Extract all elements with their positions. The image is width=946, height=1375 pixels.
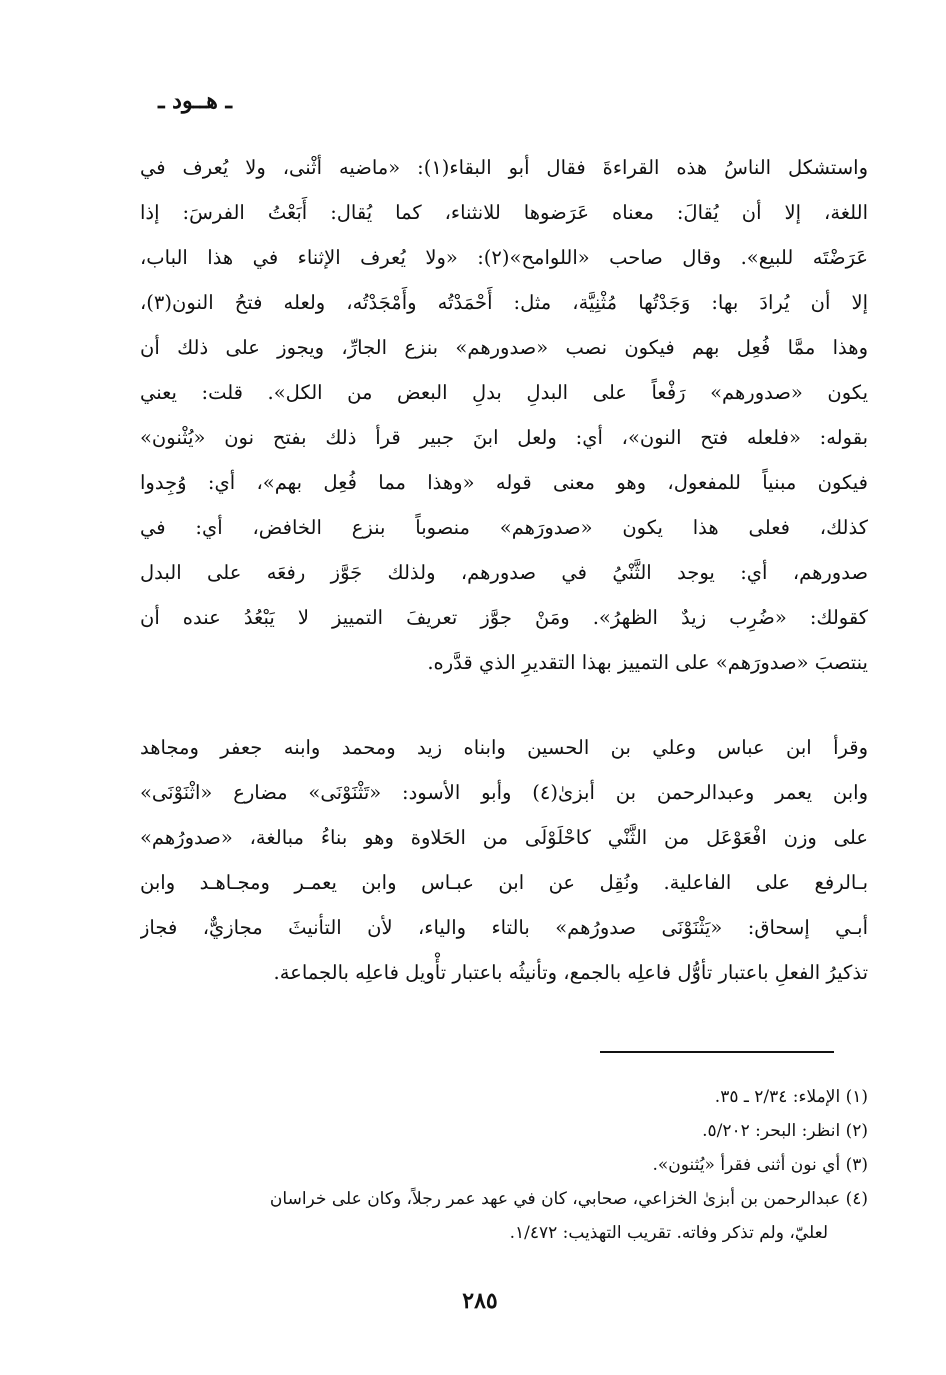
page-header: ـ هــود ـ xyxy=(158,88,232,114)
footnotes xyxy=(140,1080,868,1250)
text-line: واستشكل الناسُ هذه القراءةَ فقال أبو البقاء(١): «ماضيه أثْنى، ولا يُعرف في xyxy=(140,156,868,179)
page-number: ٢٨٥ xyxy=(462,1288,498,1314)
text-line: عَرَضْتَه للبيع». وقال صاحب «اللوامح»(٢): «ولا يُعرف الإثناء في هذا الباب، xyxy=(140,246,868,269)
footnote-item: (٣) أي نون أثنى فقرأ «يُثنون». xyxy=(652,1155,868,1175)
main-paragraph-1 xyxy=(140,145,868,685)
text-line: إلا أن يُرادَ بها: وَجَدْتُها مُثْنِيَّة، مثل: أَحْمَدْتُه وأَمْجَدْتُه، ولعله فتحُ النون(٣)، xyxy=(140,291,868,314)
text-line: كذلك، فعلى هذا يكون «صدورَهم» منصوباً بنزع الخافض، أي: في xyxy=(140,516,868,539)
text-line: فيكون مبنياً للمفعول، وهو معنى قوله «وهذا مما فُعِل بهم»، أي: وُجِدوا xyxy=(140,471,868,494)
footnote-item: (١) الإملاء: ٢/٣٤ ـ ٣٥. xyxy=(714,1087,868,1107)
text-line: وقرأ ابن عباس وعلي بن الحسين وابناه زيد ومحمد وابنه جعفر ومجاهد xyxy=(140,736,868,759)
main-paragraph-2 xyxy=(140,725,868,995)
text-line: وهذا ممَّا فُعِل بهم فيكون نصب «صدورهم» بنزع الجارِّ، ويجوز على ذلك أن xyxy=(140,336,868,359)
text-line: أبـي إسحاق: «يَثْنَوْنَى صدورُهم» بالتاء والياء، لأن التأنيثَ مجازيٌّ، فجاز xyxy=(140,916,868,939)
text-line: يكون «صدورهم» رَفْعاً على البدلِ بدلِ البعض من الكل». قلت: يعني xyxy=(140,381,868,404)
text-line: وابن يعمر وعبدالرحمن بن أبزىٰ(٤) وأبو الأسود: «تَثْنَوْنَى» مضارع «اثْنَوْنَى» xyxy=(140,781,868,804)
footnote-item: (٢) انظر: البحر: ٥/٢٠٢. xyxy=(702,1121,868,1141)
footnote-item: لعليّ، ولم تذكر وفاته. تقريب التهذيب: ١/٤٧٢. xyxy=(509,1223,828,1243)
text-line: بقوله: «فلعله فتح النون»، أي: ولعل ابنَ جبير قرأ ذلك بفتح نون «يُثْنون» xyxy=(140,426,868,449)
footnote-item: (٤) عبدالرحمن بن أبزىٰ الخزاعي، صحابي، كان في عهد عمر رجلاً، وكان على خراسان xyxy=(269,1189,868,1209)
text-line: اللغة، إلا أن يُقالَ: معناه عَرَضوها للانثناء، كما يُقال: أَبَعْتُ الفرسَ: إذا xyxy=(140,201,868,224)
text-line: ينتصبَ «صدورَهم» على التمييز بهذا التقديرِ الذي قدَّره. xyxy=(427,651,868,674)
text-line: تذكيرُ الفعلِ باعتبار تأوُّل فاعلِه بالجمع، وتأنيثُه باعتبار تأْويل فاعلِه بالجماعة. xyxy=(273,961,868,984)
text-line: بـالرفع على الفاعلية. ونُقِل عن ابن عبـاس وابن يعمـر ومجـاهـد وابن xyxy=(140,871,868,894)
text-line: على وزن افْعَوْعَل من الثَّنْي كاحْلَوْلَى من الحَلاوة وهو بناءُ مبالغة، «صدورُهم» xyxy=(140,826,868,849)
footnote-divider xyxy=(600,1051,834,1053)
text-line: كقولك: «ضُرِب زيدٌ الظهرُ». ومَنْ جوَّز تعريفَ التمييز لا يَبْعُدُ عنده أن xyxy=(140,606,868,629)
text-line: صدورهم، أي: يوجد الثَّنْيُ في صدورهم، ولذلك جَوَّز رفعَه على البدل xyxy=(140,561,868,584)
